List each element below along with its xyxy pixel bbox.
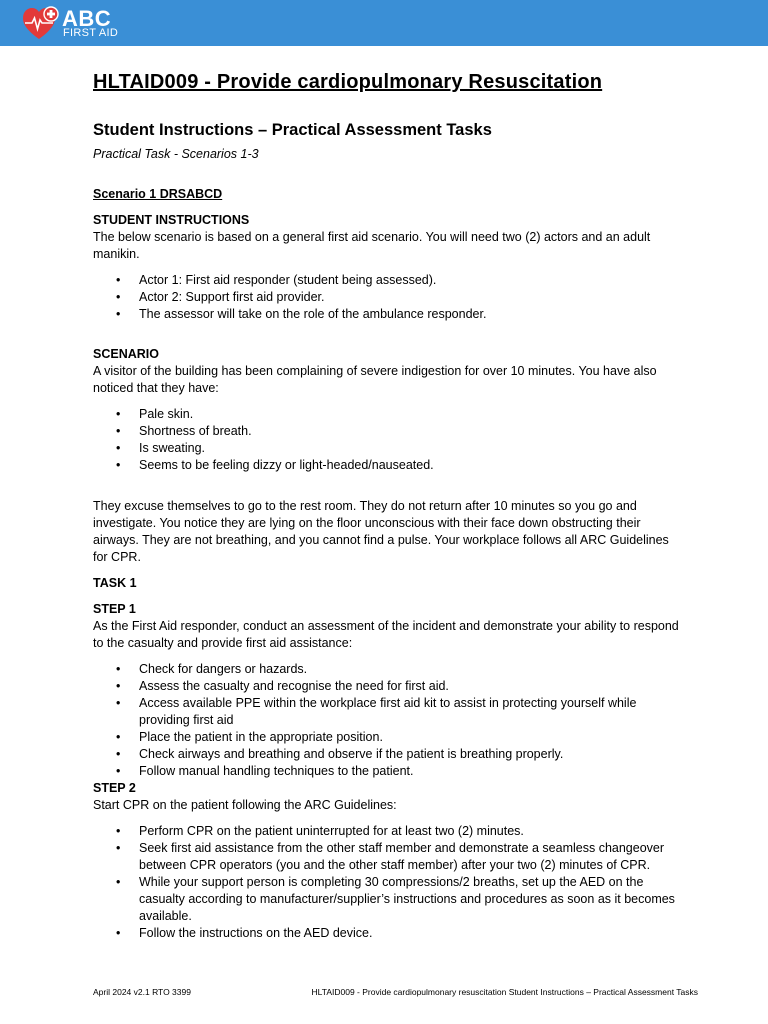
list-item: • Seems to be feeling dizzy or light-headed/nauseated. <box>139 457 683 474</box>
list-item: • Seek first aid assistance from the other staff member and demonstrate a seamless changeover between CPR operators (you and the other staff member) after your two (2) minutes of CPR. <box>139 840 683 874</box>
brand-logo <box>22 6 132 42</box>
student-instructions-text: The below scenario is based on a general first aid scenario. You will need two (2) actors and an adult manikin. <box>93 230 651 261</box>
footer-version: April 2024 v2.1 RTO 3399 <box>93 987 191 997</box>
actor-list <box>93 272 683 323</box>
scenario-section-heading: SCENARIO <box>93 347 159 361</box>
document-subtitle: Student Instructions – Practical Assessment Tasks <box>93 121 492 139</box>
list-item: • While your support person is completing 30 compressions/2 breaths, set up the AED on the casualty according to manufacturer/supplier’s instructions and procedures as soon as it becomes available. <box>139 874 683 925</box>
step2-list <box>93 823 683 942</box>
scenario-text: A visitor of the building has been complaining of severe indigestion for over 10 minutes. You have also noticed that they have: <box>93 364 657 395</box>
list-item: • Follow manual handling techniques to the patient. <box>139 763 683 780</box>
list-item: • Follow the instructions on the AED device. <box>139 925 683 942</box>
step2-text: Start CPR on the patient following the ARC Guidelines: <box>93 798 397 812</box>
footer-document-name: HLTAID009 - Provide cardiopulmonary resuscitation Student Instructions – Practical Assessment Tasks <box>311 987 698 997</box>
student-instructions-heading: STUDENT INSTRUCTIONS <box>93 213 250 227</box>
list-item: • The assessor will take on the role of the ambulance responder. <box>139 306 683 323</box>
list-item: • Place the patient in the appropriate position. <box>139 729 683 746</box>
step1-text: As the First Aid responder, conduct an assessment of the incident and demonstrate your ability to respond to the casualty and provide first aid assistance: <box>93 619 679 650</box>
list-item: • Access available PPE within the workplace first aid kit to assist in protecting yourself while providing first aid <box>139 695 683 729</box>
task-heading: TASK 1 <box>93 576 137 590</box>
heart-cross-icon <box>22 6 60 42</box>
brand-subtitle: FIRST AID <box>63 27 119 39</box>
step1-list <box>93 661 683 780</box>
document-title: HLTAID009 - Provide cardiopulmonary Resuscitation <box>93 71 603 93</box>
list-item: • Check for dangers or hazards. <box>139 661 683 678</box>
step1-heading: STEP 1 <box>93 602 136 616</box>
step2-heading: STEP 2 <box>93 781 136 795</box>
list-item: • Actor 2: Support first aid provider. <box>139 289 683 306</box>
page-footer <box>93 985 698 999</box>
document-body <box>93 68 683 942</box>
list-item: • Actor 1: First aid responder (student being assessed). <box>139 272 683 289</box>
list-item: • Assess the casualty and recognise the need for first aid. <box>139 678 683 695</box>
list-item: • Check airways and breathing and observe if the patient is breathing properly. <box>139 746 683 763</box>
list-item: • Perform CPR on the patient uninterrupted for at least two (2) minutes. <box>139 823 683 840</box>
list-item: • Is sweating. <box>139 440 683 457</box>
brand-name: ABC <box>62 6 112 31</box>
scenario-continuation-text: They excuse themselves to go to the rest room. They do not return after 10 minutes so you go and investigate. You notice they are lying on the floor unconscious with their face down obstructing their airways. They are not breathing, and you cannot find a pulse. Your workplace follows all ARC Guidelines for CPR. <box>93 499 669 564</box>
header-bar <box>0 0 768 46</box>
practical-task-label: Practical Task - Scenarios 1-3 <box>93 147 259 161</box>
symptom-list <box>93 406 683 474</box>
list-item: • Shortness of breath. <box>139 423 683 440</box>
scenario-heading: Scenario 1 DRSABCD <box>93 187 223 201</box>
list-item: • Pale skin. <box>139 406 683 423</box>
